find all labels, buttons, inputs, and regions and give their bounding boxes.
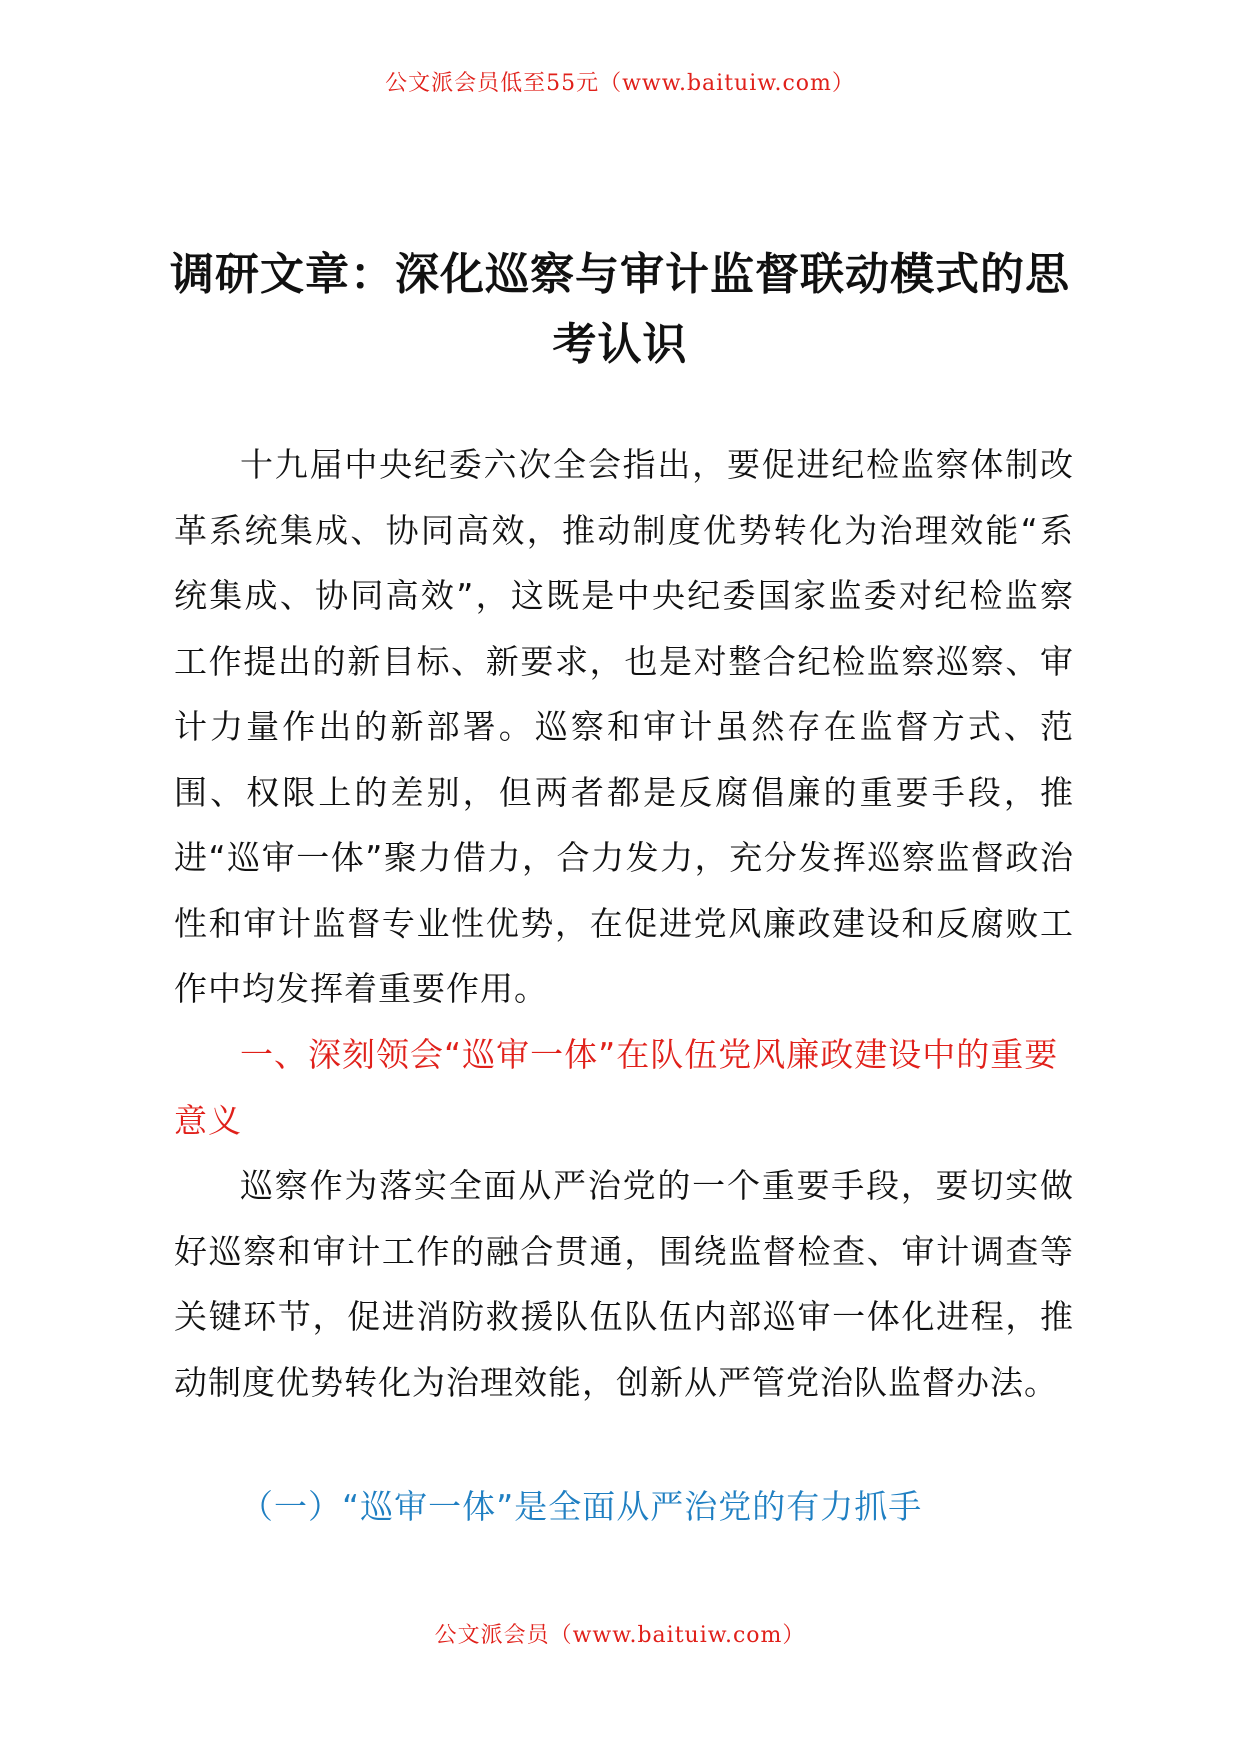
subsection-heading-1: （一）“巡审一体”是全面从严治党的有力抓手	[240, 1487, 923, 1526]
header-banner: 公文派会员低至55元（www.baituiw.com）	[385, 71, 855, 96]
document-title: 调研文章：深化巡察与审计监督联动模式的思考认识	[170, 249, 1070, 370]
paragraph-intro: 十九届中央纪委六次全会指出，要促进纪检监察体制改革系统集成、协同高效，推动制度优势转化为治理效能“系统集成、协同高效”，这既是中央纪委国家监委对纪检监察工作提出的新目标、新要求，也是对整合纪检监察巡察、审计力量作出的新部署。巡察和审计虽然存在监督方式、范围、权限上的差别，但两者都是反腐倡廉的重要手段，推进“巡审一体”聚力借力，合力发力，充分发挥巡察监督政治性和审计监督专业性优势，在促进党风廉政建设和反腐败工作中均发挥着重要作用。	[174, 445, 1074, 1008]
paragraph-section-1: 巡察作为落实全面从严治党的一个重要手段，要切实做好巡察和审计工作的融合贯通，围绕监督检查、审计调查等关键环节，促进消防救援队伍队伍内部巡审一体化进程，推动制度优势转化为治理效能，创新从严管党治队监督办法。	[174, 1166, 1074, 1402]
section-heading-1: 一、深刻领会“巡审一体”在队伍党风廉政建设中的重要意义	[174, 1035, 1059, 1140]
footer-banner: 公文派会员（www.baituiw.com）	[434, 1623, 806, 1648]
